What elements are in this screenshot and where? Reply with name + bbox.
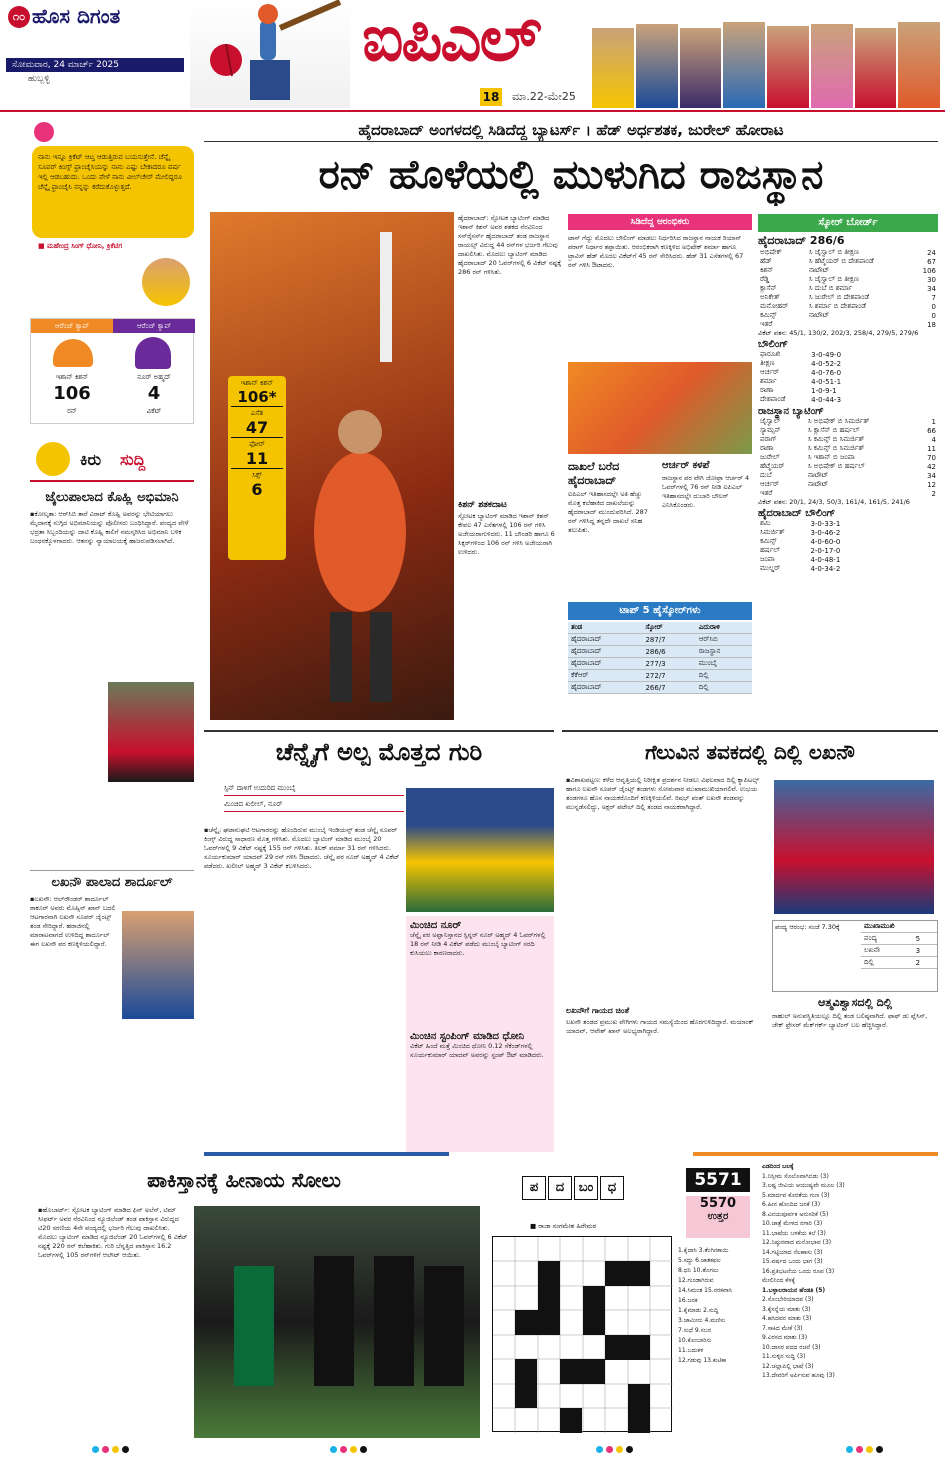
main-headline: ರನ್ ಹೊಳೆಯಲ್ಲಿ ಮುಳುಗಿದ ರಾಜಸ್ಥಾನ: [318, 152, 824, 198]
cell: ಸಿಮರ್ಜಿತ್: [760, 528, 785, 536]
cell: ಸಿ ದುಬೆ ಬಿ ಶರ್ಮಾ: [808, 284, 853, 292]
cell: ರಾಣಾ: [760, 444, 774, 452]
fours-label: ಫೋರ್: [249, 440, 265, 448]
table-row: [758, 350, 868, 359]
cell: ಪರಾಗ್: [760, 435, 777, 443]
left-story-2: [30, 870, 194, 1060]
clue: 6.ಹೀನ ಹೊಂದಿದ ಜನಕೆ (3): [762, 1201, 821, 1208]
cell: ಅನಿಕೇತ್: [760, 293, 780, 301]
cell: ಇತರೆ: [760, 489, 773, 497]
orange-cap-value: 106: [53, 383, 91, 404]
cell: ಹೈದರಾಬಾದ್: [568, 634, 642, 646]
pakistan-body: ▪ಹೊಬಾರ್ಟ್: ಸ್ಫೋಟಕ ಬ್ಯಾಟಿಂಗ್ ಮಾಡಿದ ಫಿನ್ ಅಲೆನ್, ಟಿಮ್ ಸೀಫರ್ಟ್ ಅವರ ನೆರವಿನಿಂದ ನ್ಯೂಜಿಲೆಂಡ್ ತಂಡ ಪಾಕಿಸ್ತಾನ ವಿರುದ್ಧದ ಟಿ20 ಸರಣಿಯ 4ನೇ ಪಂದ್ಯದಲ್ಲಿ ಭರ್ಜರಿ ಗೆಲುವು ದಾಖಲಿಸಿತು. ಮೊದಲು ಬ್ಯಾಟಿಂಗ್ ಮಾಡಿದ ನ್ಯೂಜಿಲೆಂಡ್ 20 ಓವರ್‌ಗಳಲ್ಲಿ 6 ವಿಕೆಟ್ ನಷ್ಟಕ್ಕೆ 220 ರನ್ ಕಲೆಹಾಕಿತು. ಗುರಿ ಬೆನ್ನತ್ತಿದ ಪಾಕಿಸ್ತಾನ 16.2 ಓವರ್‌ಗಳಲ್ಲಿ 105 ರನ್‌ಗಳಿಗೆ ಆಲೌಟ್ ಆಯಿತು.: [38, 1206, 188, 1259]
left-story-2-body: ▪ಲಖನೌ: ಆಲ್‌ರೌಂಡರ್ ಶಾರ್ದೂಲ್ ಠಾಕೂರ್ ಅವರು ಮೊಹ್ಸಿನ್ ಖಾನ್ ಬದಲಿ ಆಟಗಾರನಾಗಿ ಲಖನೌ ಸೂಪರ್ ಜೈಂಟ್ಸ್ ತಂಡ ಸೇರಿದ್ದಾರೆ. ಹರಾಜಿನಲ್ಲಿ ಮಾರಾಟವಾಗದೆ ಉಳಿದಿದ್ದ ಶಾರ್ದೂಲ್ ಈಗ ಲಖನೌ ಪರ ಕಣಕ್ಕಿಳಿಯಲಿದ್ದಾರೆ.: [30, 895, 116, 948]
captains-photo-strip: [592, 20, 940, 108]
table-row: [758, 528, 868, 537]
main-sub-heading: ಕಿಶನ್ ಶತಕದಾಟ: [458, 500, 507, 510]
cell: ದಿಲ್ಲಿ: [696, 682, 752, 694]
cell: ಸಿ ಕಮಿನ್ಸ್ ಬಿ ಸಿಮರ್ಜಿತ್: [807, 435, 865, 443]
sixes-value: 6: [251, 480, 263, 499]
dhoni-body: ವಿಕೆಟ್ ಹಿಂದೆ ಮತ್ತೆ ಮಿಂಚಿದ ಧೋನಿ 0.12 ಸೆಕೆಂಡ್‌ಗಳಲ್ಲಿ ಸೂರ್ಯಕುಮಾರ್ ಯಾದವ್ ಅವರನ್ನು ಸ್ಟಂಪ್ ಔಟ್ ಮಾಡಿದರು.: [410, 1042, 544, 1059]
clue: 11.ಬದುಕಳಿ: [678, 1347, 704, 1354]
cell: 67: [927, 257, 936, 266]
openers-title: ಸಿಡಿದೆದ್ದ ಆರಂಭಿಕರು: [568, 214, 752, 230]
caps-box: [30, 318, 194, 424]
cell: 3-0-33-1: [810, 519, 841, 528]
paper-logo: ಹೊಸ ದಿಗಂತ: [32, 4, 121, 28]
cell: 3: [913, 945, 937, 957]
cell: ಜುರೇಲ್: [760, 453, 780, 461]
cell: 34: [927, 471, 936, 480]
cell: ಆರ್‌ಸಿಬಿ: [696, 634, 752, 646]
confidence-title: ಆತ್ಮವಿಶ್ವಾಸದಲ್ಲಿ ದಿಲ್ಲಿ: [817, 996, 893, 1009]
cell: 287/7: [642, 634, 695, 646]
dhoni-photo: [142, 258, 190, 306]
batting1-table: [758, 248, 938, 320]
cell: 3-0-46-2: [810, 528, 841, 537]
divider-bar: [204, 1152, 938, 1156]
cell: ದುಬೆ: [760, 471, 772, 479]
cell: 106: [922, 266, 936, 275]
table-row: [758, 546, 868, 555]
lucknow-sub-body: ಲಖನೌ ತಂಡದ ಪ್ರಮುಖ ವೇಗಿಗಳು ಗಾಯದ ಸಮಸ್ಯೆಯಿಂದ ಹೊರಗುಳಿದಿದ್ದಾರೆ. ಮಯಾಂಕ್ ಯಾದವ್, ಆವೇಶ್ ಖಾನ್ ಅಲಭ್ಯರಾಗಿದ್ದಾರೆ.: [566, 1018, 754, 1035]
top5-table: [568, 622, 752, 694]
cell: 24: [927, 248, 936, 257]
cell: 30: [927, 275, 936, 284]
fours-value: 11: [231, 449, 283, 469]
table-row: [758, 519, 868, 528]
cell: ಹೆಟ್ಮೆಯರ್: [760, 462, 785, 470]
cell: ಸಿ ಅಭಿಷೇಕ್ ಬಿ ಹರ್ಷಲ್: [807, 462, 865, 470]
fan-photo: [108, 682, 194, 782]
kishan-stats-box: [228, 376, 286, 560]
cw-title-3: ಬಂ: [574, 1176, 598, 1200]
date-bar: ಸೋಮವಾರ, 24 ಮಾರ್ಚ್ 2025: [6, 58, 184, 72]
noor-title: ಮಿಂಚಿದ ನೂರ್: [410, 920, 462, 931]
table-row: [758, 368, 868, 377]
table-row: [758, 453, 938, 462]
table-row: [758, 377, 868, 386]
cell: ಕೆಕೆಆರ್: [568, 670, 642, 682]
cell: ನಾಟೌಟ್: [807, 471, 829, 479]
cw-number-clues: [678, 1246, 758, 1432]
cell: ಆರ್ಚರ್: [760, 480, 779, 488]
table-row: [758, 395, 868, 404]
clue: ಎಡದಿಂದ ಬಲಕ್ಕೆ: [762, 1163, 794, 1170]
cell: 7: [931, 293, 936, 302]
cell: ನಾಟೌಟ್: [808, 266, 830, 274]
kirusuddi-title-a: ಕಿರು: [80, 450, 102, 469]
balls-value: 47: [231, 418, 283, 438]
clue: 3.ಕೈಸನ್ನೆಯ ಮಾತು (3): [762, 1305, 811, 1313]
cell: 42: [927, 462, 936, 471]
main-sub-body: ಸ್ಫೋಟಕ ಬ್ಯಾಟಿಂಗ್ ಮಾಡಿದ ಇಶಾನ್ ಕಿಶನ್ ಕೇವಲ 47 ಎಸೆತಗಳಲ್ಲಿ 106 ರನ್ ಗಳಿಸಿ ಅಜೇಯರಾಗುಳಿದರು. 11 ಬೌಂಡರಿ ಹಾಗೂ 6 ಸಿಕ್ಸರ್‌ಗಳಿಂದ 106 ರನ್ ಗಳಿಸಿ ಅಜೇಯರಾಗಿ ಉಳಿದರು.: [458, 512, 555, 556]
cell: ಆರ್ಚರ್: [760, 368, 779, 376]
cell: ಸಿ ಶರ್ಮಾ ಬಿ ದೇಶಪಾಂಡೆ: [808, 302, 866, 310]
clue: 9.ವಿರಸದ ಮಾತು (3): [762, 1334, 808, 1341]
crossword: [490, 1162, 938, 1438]
record-body: ಐಪಿಎಲ್ ಇತಿಹಾಸದಲ್ಲೇ ಅತಿ ಹೆಚ್ಚು ಮೊತ್ತ ಕಲೆಹಾಕಿದ ದಾಖಲೆಯನ್ನು ಹೈದರಾಬಾದ್ ಮುಂದುವರಿಸಿದೆ. 287 ರನ್ ಗಳಿಸಿದ್ದ ತನ್ನದೇ ದಾಖಲೆ ಸನಿಹ ತಲುಪಿತು.: [568, 490, 648, 534]
table-row: [758, 248, 938, 257]
cw-title-2: ದ: [548, 1176, 572, 1200]
cw-right-clues: [762, 1162, 938, 1438]
table-row: [758, 284, 938, 293]
cw-answer-label: ಉತ್ತರ: [707, 1211, 729, 1222]
crossword-grid: [492, 1236, 672, 1432]
cell: ಹರ್ಷಲ್: [760, 546, 781, 554]
top5-header-score: ಸ್ಕೋರ್: [642, 622, 695, 634]
table-row: [568, 634, 752, 646]
table-row: [758, 275, 938, 284]
purple-cap-name: ನೂರ್ ಅಹ್ಮದ್: [137, 373, 171, 381]
cell: 0: [931, 302, 936, 311]
cell: ಸಿ ಇಶಾನ್ ಬಿ ಜಂಪಾ: [807, 453, 855, 461]
openers-photo: [568, 362, 752, 454]
cw-title-4: ಧ: [600, 1176, 624, 1200]
clue: 10.ಕೊಂಬಾರಿಸು: [678, 1337, 712, 1344]
table-row: [758, 471, 938, 480]
clue: 16.ಪ್ರತಿಭಟನೆಯ ಒಂದು ರೂಪ (3): [762, 1267, 835, 1275]
clue: 1.ಕೈದಾಸಿ 3.ತೆಂಗಿನಕಾಯಿ: [678, 1247, 729, 1254]
table-row: [758, 480, 938, 489]
openers-body: ಟಾಸ್ ಗೆದ್ದು ಮೊದಲು ಬೌಲಿಂಗ್ ಮಾಡಲು ನಿರ್ಧರಿಸಿದ ರಾಜಸ್ಥಾನ ನಾಯಕ ರಿಯಾನ್ ಪರಾಗ್ ನಿರ್ಧಾರ ತಪ್ಪಾಯಿತು. ಆರಂಭಿಕರಾಗಿ ಕಣಕ್ಕಿಳಿದ ಅಭಿಷೇಕ್ ಶರ್ಮಾ ಹಾಗೂ ಟ್ರಾವಿಸ್ ಹೆಡ್ ಮೊದಲ ವಿಕೆಟ್‌ಗೆ 45 ರನ್ ಸೇರಿಸಿದರು. ಹೆಡ್ 31 ಎಸೆತಗಳಲ್ಲಿ 67 ರನ್ ಗಳಿಸಿ ಔಟಾದರು.: [568, 234, 744, 269]
kishan-name: ಇಶಾನ್ ಕಿಶನ್: [240, 379, 274, 387]
table-row: [758, 537, 868, 546]
scoreboard-title: ಸ್ಕೋರ್ ಬೋರ್ಡ್: [758, 214, 938, 232]
table-row: [861, 957, 937, 969]
clue: 11.ಸುಳ್ಳಿನ ಸುದ್ದಿ (3): [762, 1353, 806, 1360]
clue: 11.ಭಾಷೆಯ ಬಳಕೆಯ ಕಲೆ (3): [762, 1229, 826, 1237]
quote-author: ■ ಮಹೇಂದ್ರ ಸಿಂಗ್ ಧೋನಿ, ಕ್ರಿಕೆಟಿಗ: [38, 242, 123, 250]
team2-title: ರಾಜಸ್ಥಾನ ಬ್ಯಾಟಿಂಗ್: [758, 406, 824, 417]
orange-cap-name: ಇಶಾನ್ ಕಿಶನ್: [55, 373, 89, 381]
ipl-edition-badge: 18: [480, 88, 502, 106]
cell: ರಾಜಸ್ಥಾನ: [696, 646, 752, 658]
ipl-dates: ಮಾ.22-ಮೇ25: [512, 90, 576, 103]
scoreboard: [758, 214, 938, 720]
csk-photo: [406, 788, 554, 912]
table-row: [568, 658, 752, 670]
clue: 12.ಚಲ್ಲಾಪಿಲ್ಲಿ ಭಾಷೆ (3): [762, 1362, 814, 1370]
print-dots-2: [330, 1446, 367, 1453]
clue: 1.ಕೈಮಾಡು 2.ಸುದ್ದಿ: [678, 1307, 719, 1314]
cell: ಸಿ ಜೈಸ್ವಾಲ್ ಬಿ ತೀಕ್ಷಣ: [808, 275, 859, 283]
nz-pak-photo: [194, 1206, 480, 1438]
cell: ಕ್ಲಾಸೆನ್: [760, 284, 777, 292]
h2h-title: ಮುಖಾಮುಖಿ: [861, 921, 937, 933]
cell: 11: [927, 444, 936, 453]
print-dots-4: [846, 1446, 883, 1453]
top5-header-opp: ಎದುರಾಳಿ: [696, 622, 752, 634]
cell: 4-0-76-0: [811, 368, 842, 377]
team1-score: ಹೈದರಾಬಾದ್ 286/6: [758, 234, 845, 247]
clue: 5.ಸದ್ದು 6.ಜಾತಕಫಲ: [678, 1257, 721, 1264]
table-row: [758, 359, 868, 368]
table-row: [568, 670, 752, 682]
cell: 3-0-49-0: [811, 350, 842, 359]
cell: 266/7: [642, 682, 695, 694]
cell: 286/6: [642, 646, 695, 658]
cell: ಕಿಶನ್: [760, 266, 774, 274]
clue: 8.ವಿನಯಪೂರ್ವಕ ಅನುಸರಿಕೆ (5): [762, 1210, 829, 1218]
fow1: ವಿಕೆಟ್ ಪತನ: 45/1, 130/2, 202/3, 258/4, 279/5, 279/6: [758, 329, 919, 337]
table-row: [758, 417, 938, 426]
pakistan-headline: ಪಾಕಿಸ್ತಾನಕ್ಕೆ ಹೀನಾಯ ಸೋಲು: [147, 1168, 341, 1192]
clue: 5.ಮಾರ್ದವ ಕೊರತೆಯ ಗುಣ (3): [762, 1191, 830, 1199]
clue: 1.ಬಳ್ಳಾಲರಾಯನ ಹೆಂಡತಿ (5): [762, 1286, 826, 1294]
left-story-1-body: ▪ಕೋಲ್ಕತಾ: ಆರ್‌ಸಿಬಿ ತಾರೆ ವಿರಾಟ್ ಕೊಹ್ಲಿ ಅವರನ್ನು ಭೇಟಿಯಾಗಲು ಮೈದಾನಕ್ಕೆ ನುಗ್ಗಿದ ಅಭಿಮಾನಿಯನ್ನು ಪೊಲೀಸರು ಬಂಧಿಸಿದ್ದಾರೆ. ಪಂದ್ಯದ ವೇಳೆ ಭದ್ರತಾ ಸಿಬ್ಬಂದಿಯನ್ನು ದಾಟಿ ಕೊಹ್ಲಿ ಕಾಲಿಗೆ ನಮಸ್ಕರಿಸಿದ ಅಭಿಮಾನಿ ಬಳಿಕ ಬಂಧನಕ್ಕೊಳಗಾದರು. ಆತನನ್ನು ನ್ಯಾಯಾಲಯಕ್ಕೆ ಹಾಜರುಪಡಿಸಲಾಗಿದೆ.: [30, 510, 189, 545]
batting2-table: [758, 417, 938, 489]
clue: 10.ದಾಸರ ಪದದ ರಚನೆ (3): [762, 1343, 821, 1351]
orange-cap-label: ಆರೆಂಜ್ ಕ್ಯಾಪ್: [31, 319, 113, 333]
left-story-1: [30, 490, 194, 870]
table-row: [758, 302, 938, 311]
cell: ಕಮಿನ್ಸ್: [760, 537, 777, 545]
cell: 4-0-44-3: [811, 395, 842, 404]
shardul-photo: [122, 911, 194, 1019]
cell: ತೀಕ್ಷಣ: [760, 359, 775, 367]
top5-title: ಟಾಪ್ 5 ಹೈಸ್ಕೋರ್‌ಗಳು: [568, 602, 752, 620]
chennai-headline: ಚೆನ್ನೈಗೆ ಅಲ್ಪ ಮೊತ್ತದ ಗುರಿ: [275, 738, 483, 766]
team1-bowl-title: ಹೈದರಾಬಾದ್ ಬೌಲಿಂಗ್: [758, 508, 836, 519]
clue: 4.ಹಸಿದವನ ಮಾತು (3): [762, 1315, 812, 1322]
left-story-1-headline: ಜೈಲುಪಾಲಾದ ಕೊಹ್ಲಿ ಅಭಿಮಾನಿ: [45, 490, 179, 505]
cell: ಹೆಡ್: [760, 257, 772, 265]
cell: 34: [927, 284, 936, 293]
cell: ಸ್ಯಾಮ್ಸನ್: [760, 426, 781, 434]
cell: ದಿಲ್ಲಿ: [861, 957, 913, 969]
cell: ದೇಶಪಾಂಡೆ: [760, 395, 786, 403]
purple-cap-value: 4: [147, 383, 161, 404]
cell: 2: [931, 489, 936, 498]
cell: ಸಿ ಅಭಿಷೇಕ್ ಬಿ ಸಿಮರ್ಜಿತ್: [807, 417, 870, 425]
clue: 12.ಗುಂಡಾಗಿರುವ: [678, 1277, 714, 1284]
kirusuddi-title-b: ಸುದ್ದಿ: [120, 450, 146, 469]
cell: 2: [913, 957, 937, 969]
purple-cap-unit: ವಿಕೆಟ್: [146, 407, 162, 415]
table-row: [861, 945, 937, 957]
kishan-runs: 106*: [231, 388, 283, 407]
page-number: ೧೦: [8, 6, 30, 28]
cell: ದಿಲ್ಲಿ: [696, 670, 752, 682]
table-row: [758, 257, 938, 266]
cell: 70: [927, 453, 936, 462]
clue: 13.ದೇವರಿಗೆ ಅರ್ಪಿಸುವ ಹೂವು (3): [762, 1372, 835, 1379]
cw-prev-number: 5570: [699, 1196, 737, 1211]
clue: 10.ಜಾತ್ರೆ ಮೇಳದ ನಗಾರಿ (3): [762, 1220, 823, 1227]
cell: ಜಂಪಾ: [760, 555, 775, 563]
cell: ಹೈದರಾಬಾದ್: [568, 682, 642, 694]
cell: ನಾಟೌಟ್: [808, 311, 830, 319]
bowling1-table: [758, 350, 868, 404]
cell: ಸಿ ಜುರೇಲ್ ಬಿ ದೇಶಪಾಂಡೆ: [808, 293, 870, 301]
record-title: ದಾಖಲೆ ಬರೆದ ಹೈದರಾಬಾದ್: [568, 460, 620, 487]
print-dots-1: [92, 1446, 129, 1453]
cell: 2-0-17-0: [810, 546, 841, 555]
chennai-body: ▪ಚೆನ್ನೈ: ಘಟಾನುಘಟಿ ಆಟಗಾರರನ್ನು ಹೊಂದಿರುವ ಮುಂಬೈ ಇಂಡಿಯನ್ಸ್ ತಂಡ ಚೆನ್ನೈ ಸೂಪರ್ ಕಿಂಗ್ಸ್ ವಿರುದ್ಧ ಸಾಧಾರಣ ಮೊತ್ತ ಗಳಿಸಿತು. ಮೊದಲು ಬ್ಯಾಟಿಂಗ್ ಮಾಡಿದ ಮುಂಬೈ 20 ಓವರ್‌ಗಳಲ್ಲಿ 9 ವಿಕೆಟ್ ನಷ್ಟಕ್ಕೆ 155 ರನ್ ಗಳಿಸಿತು. ತಿಲಕ್ ವರ್ಮಾ 31 ರನ್ ಗಳಿಸಿದರು. ಸೂರ್ಯಕುಮಾರ್ ಯಾದವ್ 29 ರನ್ ಗಳಿಸಿ ಔಟಾದರು. ಚೆನ್ನೈ ಪರ ನೂರ್ ಅಹ್ಮದ್ 4 ವಿಕೆಟ್ ಪಡೆದರು. ಖಲೀಲ್ ಅಹ್ಮದ್ 3 ವಿಕೆಟ್ ಕಬಳಿಸಿದರು.: [204, 826, 400, 870]
table-row: [758, 462, 938, 471]
table-row: [861, 933, 937, 945]
cell: ಮನೋಹರ್: [760, 302, 789, 310]
lucknow-sub: ಲಖನೌಗೆ ಗಾಯದ ಚಿಂತೆ: [566, 1006, 630, 1015]
table-row: [568, 682, 752, 694]
cell: 4-0-52-2: [811, 359, 842, 368]
cell: ಇತರೆ: [760, 320, 773, 328]
left-story-2-headline: ಲಖನೌ ಪಾಲಾದ ಶಾರ್ದೂಲ್: [51, 875, 173, 890]
clue: 2.ಸೊಂಬೇರಿಯಾದವ (3): [762, 1296, 814, 1303]
cell: ಅಭಿಷೇಕ್: [760, 248, 782, 256]
city-label: ಹುಬ್ಬಳ್ಳಿ: [28, 74, 50, 84]
print-dots-3: [596, 1446, 633, 1453]
cell: 4-0-51-1: [811, 377, 842, 386]
table-row: [758, 386, 868, 395]
confidence-body: ರಾಹುಲ್ ಅನುಪಸ್ಥಿತಿಯಲ್ಲೂ ದಿಲ್ಲಿ ತಂಡ ಬಲಿಷ್ಠವಾಗಿದೆ. ಫಾಫ್ ಡು ಪ್ಲೆಸಿಸ್, ಜೇಕ್ ಫ್ರೇಸರ್ ಮೆಕ್‌ಗರ್ಕ್ ಬ್ಯಾಟಿಂಗ್ ಬಲ ಹೆಚ್ಚಿಸಿದ್ದಾರೆ.: [772, 1012, 928, 1029]
megaphone-icon: [36, 442, 70, 476]
clue: 8.ಧನಿ 10.ತೊಗಲು: [678, 1267, 719, 1274]
kirusuddi-header: [30, 438, 194, 482]
cell: 12: [927, 480, 936, 489]
table-row: [758, 266, 938, 275]
cell: ಹೈದರಾಬಾದ್: [568, 658, 642, 670]
cell: ರೆಡ್ಡಿ: [760, 275, 770, 283]
cell: ಕಮಿನ್ಸ್: [760, 311, 777, 319]
cw-author: ■ ರಾಜಾ ಸಂಗಮೇಶ ಹಿರೇಮಠ: [530, 1222, 597, 1230]
table-row: [758, 426, 938, 435]
lucknow-story: [562, 730, 938, 1150]
cell: 277/3: [642, 658, 695, 670]
cell: 1-0-9-1: [811, 386, 837, 395]
cell: ಮುಲ್ಡರ್: [760, 564, 781, 572]
cell: ಪಂದ್ಯ: [861, 933, 913, 945]
cell: ರಾಣಾ: [760, 386, 774, 394]
match-time: ಪಂದ್ಯ ಆರಂಭ: ಸಂಜೆ 7.30ಕ್ಕೆ: [775, 923, 840, 931]
table-row: [568, 646, 752, 658]
cell: ಮುಂಬೈ: [696, 658, 752, 670]
cell: 0: [931, 311, 936, 320]
lucknow-body: ▪ವಿಶಾಖಪಟ್ಟಣ: ಕಳೆದ ಆವೃತ್ತಿಯಲ್ಲಿ ನಿರೀಕ್ಷಿತ ಪ್ರದರ್ಶನ ನೀಡಲು ವಿಫಲವಾದ ದಿಲ್ಲಿ ಕ್ಯಾಪಿಟಲ್ಸ್ ಹಾಗೂ ಲಖನೌ ಸೂಪರ್ ಜೈಂಟ್ಸ್ ತಂಡಗಳು ಸೋಮವಾರ ಮುಖಾಮುಖಿಯಾಗಲಿವೆ. ಉಭಯ ತಂಡಗಳೂ ಹೊಸ ನಾಯಕರೊಂದಿಗೆ ಕಣಕ್ಕಿಳಿಯಲಿವೆ. ರಿಷಭ್ ಪಂತ್ ಲಖನೌ ತಂಡವನ್ನು ಮುನ್ನಡೆಸಲಿದ್ದು, ಅಕ್ಷರ್ ಪಟೇಲ್ ದಿಲ್ಲಿ ತಂಡದ ನಾಯಕರಾಗಿದ್ದಾರೆ.: [566, 776, 760, 811]
cell: 4-0-48-1: [810, 555, 841, 564]
cell: ಸಿ ಹೆಟ್ಮೆಯರ್ ಬಿ ದೇಶಪಾಂಡೆ: [808, 257, 874, 265]
clue: ಮೇಲಿನಿಂದ ಕೆಳಕ್ಕೆ: [762, 1277, 795, 1284]
cell: ಸಿ ಕಮಿನ್ಸ್ ಬಿ ಸಿಮರ್ಜಿತ್: [807, 444, 865, 452]
clue: 7.ಸುಧೆ 9.ಸಬರ: [678, 1327, 711, 1334]
cell: 4-0-60-0: [810, 537, 841, 546]
captains-photo: [774, 780, 934, 914]
table-row: [758, 293, 938, 302]
archer-title: ಆರ್ಚರ್ ಕಳಪೆ: [662, 460, 710, 471]
bowling2-table: [758, 519, 868, 573]
clue: 12.ನಿಷ್ಠುರವಾದ ಮನೋಭಾವ (3): [762, 1239, 832, 1246]
cell: ಹೈದರಾಬಾದ್: [568, 646, 642, 658]
cell: ಜೈಸ್ವಾಲ್: [760, 417, 781, 425]
clue: 14.ಸಿಮಂತ 15.ನರಕವಾಸಿ: [678, 1287, 733, 1294]
clue: 3.ಲಷ್ಟ ಜೀವಿಯ ಆಯುಷ್ಯವೇ ಮೂಲ (3): [762, 1182, 845, 1189]
cw-title-1: ಪ: [522, 1176, 546, 1200]
sixes-label: ಸಿಕ್ಸ್: [252, 471, 262, 479]
cell: 4: [931, 435, 936, 444]
quote-box: [8, 118, 194, 310]
chennai-bullet-1: ಸ್ಪಿನ್ ದಾಳಿಗೆ ಉದುರಿದ ಮುಂಬೈ: [224, 784, 404, 796]
lucknow-headline: ಗೆಲುವಿನ ತವಕದಲ್ಲಿ ದಿಲ್ಲಿ ಲಖನೌ: [645, 740, 855, 764]
purple-cap-label: ಆರೆಂಜ್ ಕ್ಯಾಪ್: [113, 319, 195, 333]
cell: 4-0-34-2: [810, 564, 841, 573]
clue: 12.ಗಡುವು 13.ಕುಟಿಕಾ: [678, 1357, 727, 1364]
cw-number: 5571: [686, 1168, 750, 1192]
cricket-graphic: [190, 0, 350, 108]
ipl-title: ಐಪಿಎಲ್: [362, 2, 540, 76]
chennai-story: [204, 730, 554, 1150]
table-row: [758, 435, 938, 444]
cell: ಫಾರೂಖಿ: [760, 350, 781, 358]
extras-row: [758, 320, 938, 329]
orange-cap-unit: ರನ್: [67, 407, 77, 415]
chennai-bullet-2: ಮಿಂಚಿದ ಖಲೀಲ್, ನೂರ್: [224, 800, 404, 812]
cell: ಸಿ ಕ್ಲಾಸೆನ್ ಬಿ ಹರ್ಷಲ್: [807, 426, 860, 434]
noor-body: ಚೆನ್ನೈ ಪರ ಅಫ್ಘಾನಿಸ್ತಾನದ ಸ್ಪಿನ್ನರ್ ನೂರ್ ಅಹ್ಮದ್ 4 ಓವರ್‌ಗಳಲ್ಲಿ 18 ರನ್ ನೀಡಿ 4 ವಿಕೆಟ್ ಪಡೆದು ಮುಂಬೈ ಬ್ಯಾಟಿಂಗ್ ಸರದಿ ಕುಸಿಯಲು ಕಾರಣರಾದರು.: [410, 931, 546, 957]
purple-cap-icon: [135, 337, 171, 369]
bowling-title: ಬೌಲಿಂಗ್: [758, 339, 788, 350]
clue: 3.ಜಾಮೀನು 4.ಮಣಿಸು: [678, 1317, 726, 1324]
cell: ಲಖನೌ: [861, 945, 913, 957]
orange-cap-icon: [53, 339, 93, 367]
cell: 5: [913, 933, 937, 945]
clue: 16.ಜನಕ: [678, 1297, 698, 1304]
main-kicker: ಹೈದರಾಬಾದ್ ಅಂಗಳದಲ್ಲಿ ಸಿಡಿದೆದ್ದ ಬ್ಯಾಟರ್ಸ್ । ಹೆಡ್ ಅರ್ಧಶತಕ, ಜುರೇಲ್ ಹೋರಾಟ: [204, 118, 938, 142]
clue: 7.ಸಾಕಿದ ಮೇಕೆ (3): [762, 1324, 803, 1332]
clue: 14.ಗಟ್ಟಿಯಾದ ನೆಲಹಾಸು (3): [762, 1248, 823, 1256]
pakistan-story: [8, 1162, 480, 1438]
cell: ಸಿ ಜೈಸ್ವಾಲ್ ಬಿ ತೀಕ್ಷಣ: [808, 248, 859, 256]
cell: ಶರ್ಮಾ: [760, 377, 777, 385]
main-body: ಹೈದರಾಬಾದ್: ಸ್ಫೋಟಕ ಬ್ಯಾಟಿಂಗ್ ಮಾಡಿದ ಇಶಾನ್ ಕಿಶನ್ ಅವರ ಶತಕದ ನೆರವಿನಿಂದ ಸನ್‌ರೈಸರ್ಸ್ ಹೈದರಾಬಾದ್ ತಂಡ ರಾಜಸ್ಥಾನ ರಾಯಲ್ಸ್ ವಿರುದ್ಧ 44 ರನ್‌ಗಳ ಭರ್ಜರಿ ಗೆಲುವು ದಾಖಲಿಸಿತು. ಮೊದಲು ಬ್ಯಾಟಿಂಗ್ ಮಾಡಿದ ಹೈದರಾಬಾದ್ 20 ಓವರ್‌ಗಳಲ್ಲಿ 6 ವಿಕೆಟ್ ನಷ್ಟಕ್ಕೆ 286 ರನ್ ಗಳಿಸಿತು.: [458, 214, 562, 276]
table-row: [758, 555, 868, 564]
fow2: ವಿಕೆಟ್ ಪತನ: 20/1, 24/3, 50/3, 161/4, 161/5, 241/6: [758, 498, 910, 506]
cell: 18: [927, 320, 936, 329]
table-row: [758, 444, 938, 453]
clue: 15.ವರ್ಷದ ಒಂದು ಭಾಗ (3): [762, 1258, 823, 1265]
cell: 272/7: [642, 670, 695, 682]
top5-header-team: ತಂಡ: [568, 622, 642, 634]
quote-text: ನಾನು ಇನ್ನೂ ಕ್ರಿಕೆಟ್ ಆಟ್ತ ಆಡುತ್ತಿರುವ ಬಯಸುತ್ತೇನೆ. ಚೆನ್ನೈ ಸೂಪರ್ ಕಿಂಗ್ಸ್ ಫ್ರಾಂಚೈಸಿಯನ್ನು ನಾನು ಎಷ್ಟು ಬೇಕಾದರೂ ವರ್ಷ ಇಲ್ಲಿ ಆಡಬಹುದು. ಒಂದು ವೇಳೆ ನಾನು ವೀಲ್‌ಚೇರ್ ಮೇಲಿದ್ದರೂ ಚೆನ್ನೈ ಫ್ರಾಂಚೈಸಿ ನನ್ನನ್ನು ಕರೆದುಕೊಳ್ಳುತ್ತದೆ.: [32, 146, 194, 238]
clue: 1.ನಿಸ್ಸೀಮ ಸೊಲೊವಾಗಿಬಿಡು (3): [762, 1172, 829, 1180]
table-row: [758, 311, 938, 320]
dhoni-title: ಮಿಂಚಿನ ಸ್ಟಂಪಿಂಗ್ ಮಾಡಿದ ಧೋನಿ: [410, 1031, 525, 1042]
masthead: [0, 0, 945, 112]
balls-label: ಎಸೆತ: [250, 409, 264, 417]
extras2-row: [758, 489, 938, 498]
cell: ನಾಟೌಟ್: [807, 480, 829, 488]
table-row: [758, 564, 868, 573]
cell: 66: [927, 426, 936, 435]
cell: 1: [931, 417, 936, 426]
cell: ಶಮಿ: [760, 519, 771, 527]
archer-body: ರಾಜಸ್ಥಾನ ಪರ ವೇಗಿ ಜೋಫ್ರಾ ಆರ್ಚರ್ 4 ಓವರ್‌ಗಳಲ್ಲಿ 76 ರನ್ ನೀಡಿ ಐಪಿಎಲ್ ಇತಿಹಾಸದಲ್ಲೇ ದುಬಾರಿ ಬೌಲರ್ ಎನಿಸಿಕೊಂಡರು.: [662, 474, 750, 509]
